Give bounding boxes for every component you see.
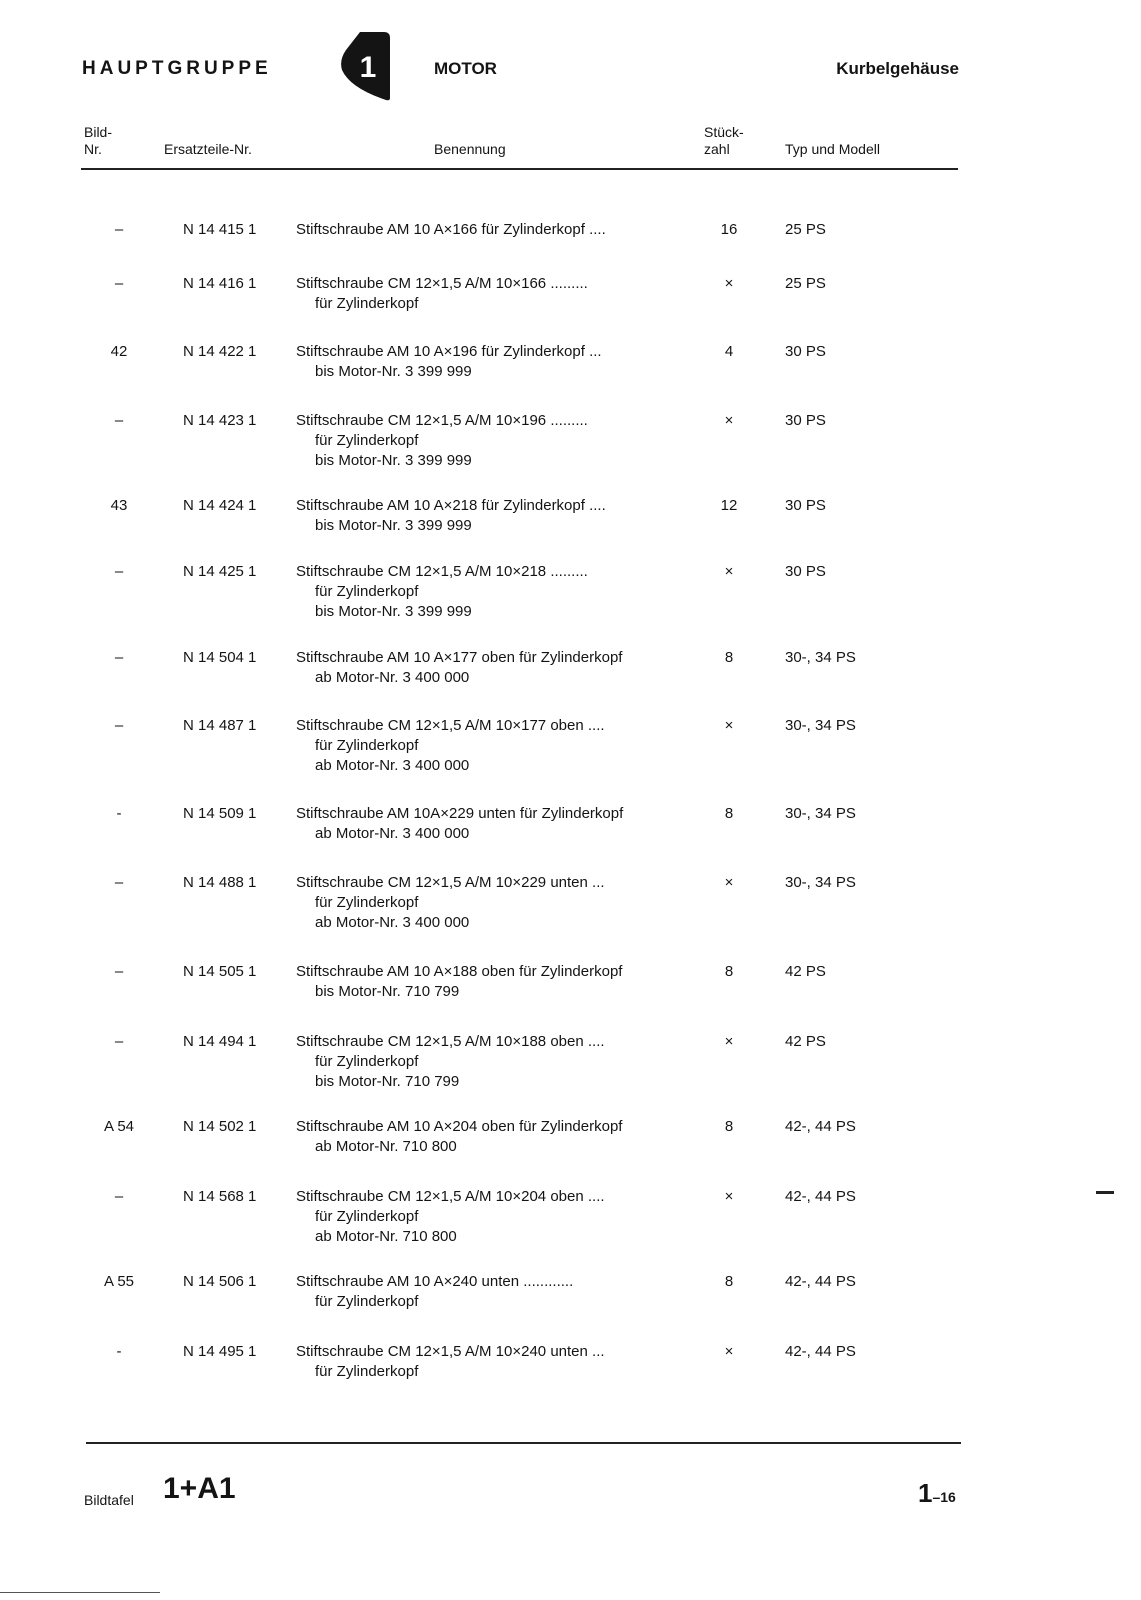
group-number-badge	[340, 30, 392, 102]
description-cell	[296, 962, 696, 1002]
description-text: Stiftschraube AM 10 A×166 für Zylinderkopf ....	[296, 221, 606, 238]
description-subline: bis Motor-Nr. 3 399 999	[315, 517, 472, 534]
description-text: Stiftschraube AM 10 A×177 oben für Zylinderkopf	[296, 649, 623, 666]
quantity-cell: 16	[720, 221, 738, 238]
bild-nr-cell: 43	[110, 497, 128, 514]
bild-nr-cell: 42	[110, 343, 128, 360]
quantity-cell: 8	[724, 805, 734, 822]
part-number-cell: N 14 487 1	[183, 717, 257, 734]
header-rule	[81, 168, 958, 170]
part-number-cell: N 14 416 1	[183, 275, 257, 292]
bild-nr-cell: –	[114, 275, 124, 292]
part-number-cell: N 14 568 1	[183, 1188, 257, 1205]
group-name: MOTOR	[434, 59, 497, 78]
quantity-cell: 8	[724, 649, 734, 666]
description-subline: für Zylinderkopf	[315, 583, 419, 600]
type-model-cell: 42-, 44 PS	[785, 1118, 856, 1135]
description-cell	[296, 1187, 696, 1247]
quantity-cell: ×	[724, 1033, 734, 1050]
part-number-cell: N 14 506 1	[183, 1273, 257, 1290]
col-header-stueckzahl: Stück- zahl	[704, 124, 744, 157]
part-number-cell: N 14 422 1	[183, 343, 257, 360]
quantity-cell: ×	[724, 412, 734, 429]
group-label: HAUPTGRUPPE	[82, 58, 272, 79]
type-model-cell: 30 PS	[785, 343, 826, 360]
bild-nr-cell: –	[114, 563, 124, 580]
quantity-cell: 8	[724, 1118, 734, 1135]
description-cell	[296, 873, 696, 933]
bild-nr-cell: A 55	[103, 1273, 135, 1290]
description-cell	[296, 648, 696, 688]
part-number-cell: N 14 424 1	[183, 497, 257, 514]
description-subline: ab Motor-Nr. 710 800	[315, 1138, 457, 1155]
type-model-cell: 42-, 44 PS	[785, 1188, 856, 1205]
description-text: Stiftschraube AM 10 A×218 für Zylinderkopf ....	[296, 497, 606, 514]
part-number-cell: N 14 423 1	[183, 412, 257, 429]
bild-nr-cell: –	[114, 412, 124, 429]
type-model-cell: 30 PS	[785, 497, 826, 514]
description-subline: bis Motor-Nr. 3 399 999	[315, 363, 472, 380]
quantity-cell: 12	[720, 497, 738, 514]
description-text: Stiftschraube AM 10A×229 unten für Zylinderkopf	[296, 805, 624, 822]
description-subline: für Zylinderkopf	[315, 1208, 419, 1225]
description-text: Stiftschraube CM 12×1,5 A/M 10×204 oben ....	[296, 1188, 605, 1205]
type-model-cell: 42-, 44 PS	[785, 1273, 856, 1290]
type-model-cell: 30 PS	[785, 412, 826, 429]
description-cell	[296, 496, 696, 536]
footer-rule	[86, 1442, 961, 1444]
part-number-cell: N 14 502 1	[183, 1118, 257, 1135]
quantity-cell: 8	[724, 1273, 734, 1290]
col-header-benennung: Benennung	[434, 141, 506, 157]
quantity-cell: 8	[724, 963, 734, 980]
description-subline: für Zylinderkopf	[315, 894, 419, 911]
description-subline: für Zylinderkopf	[315, 1293, 419, 1310]
quantity-cell: ×	[724, 1343, 734, 1360]
description-subline: ab Motor-Nr. 3 400 000	[315, 757, 470, 774]
bild-nr-cell: -	[116, 805, 122, 822]
part-number-cell: N 14 505 1	[183, 963, 257, 980]
description-cell	[296, 220, 696, 240]
group-number: 1	[359, 51, 377, 84]
type-model-cell: 30-, 34 PS	[785, 805, 856, 822]
description-text: Stiftschraube AM 10 A×196 für Zylinderkopf ...	[296, 343, 602, 360]
bild-nr-cell: –	[114, 221, 124, 238]
description-cell	[296, 411, 696, 471]
description-cell	[296, 804, 696, 844]
bild-nr-cell: -	[116, 1343, 122, 1360]
type-model-cell: 42 PS	[785, 1033, 826, 1050]
margin-mark	[1096, 1191, 1114, 1194]
description-subline: ab Motor-Nr. 3 400 000	[315, 914, 470, 931]
description-text: Stiftschraube CM 12×1,5 A/M 10×188 oben ....	[296, 1033, 605, 1050]
type-model-cell: 30-, 34 PS	[785, 717, 856, 734]
bild-nr-cell: –	[114, 649, 124, 666]
part-number-cell: N 14 415 1	[183, 221, 257, 238]
type-model-cell: 30-, 34 PS	[785, 649, 856, 666]
description-text: Stiftschraube AM 10 A×188 oben für Zylinderkopf	[296, 963, 623, 980]
description-cell	[296, 1342, 696, 1382]
description-cell	[296, 1117, 696, 1157]
bild-nr-cell: –	[114, 1188, 124, 1205]
col-header-bild-nr: Bild- Nr.	[84, 124, 113, 157]
page-number	[918, 1478, 956, 1509]
description-cell	[296, 562, 696, 622]
description-text: Stiftschraube AM 10 A×240 unten ............	[296, 1273, 574, 1290]
group-badge-shape	[340, 30, 392, 102]
description-cell	[296, 1032, 696, 1092]
part-number-cell: N 14 488 1	[183, 874, 257, 891]
page-number-sub: –16	[932, 1489, 956, 1505]
bild-nr-cell: –	[114, 717, 124, 734]
description-subline: ab Motor-Nr. 3 400 000	[315, 825, 470, 842]
type-model-cell: 42-, 44 PS	[785, 1343, 856, 1360]
quantity-cell: ×	[724, 874, 734, 891]
type-model-cell: 30-, 34 PS	[785, 874, 856, 891]
bild-nr-cell: A 54	[103, 1118, 135, 1135]
quantity-cell: ×	[724, 563, 734, 580]
type-model-cell: 25 PS	[785, 275, 826, 292]
description-text: Stiftschraube CM 12×1,5 A/M 10×166 .........	[296, 275, 588, 292]
quantity-cell: ×	[724, 717, 734, 734]
description-subline: für Zylinderkopf	[315, 295, 419, 312]
type-model-cell: 30 PS	[785, 563, 826, 580]
description-subline: für Zylinderkopf	[315, 432, 419, 449]
description-text: Stiftschraube AM 10 A×204 oben für Zylinderkopf	[296, 1118, 623, 1135]
bottom-edge-line	[0, 1592, 160, 1593]
quantity-cell: ×	[724, 1188, 734, 1205]
description-subline: bis Motor-Nr. 3 399 999	[315, 603, 472, 620]
col-header-typ-modell: Typ und Modell	[785, 141, 880, 157]
description-text: Stiftschraube CM 12×1,5 A/M 10×196 .........	[296, 412, 588, 429]
bild-nr-cell: –	[114, 963, 124, 980]
part-number-cell: N 14 509 1	[183, 805, 257, 822]
description-subline: für Zylinderkopf	[315, 1363, 419, 1380]
part-number-cell: N 14 495 1	[183, 1343, 257, 1360]
bild-nr-cell: –	[114, 874, 124, 891]
col-header-ersatzteile-nr: Ersatzteile-Nr.	[164, 141, 252, 157]
description-subline: bis Motor-Nr. 710 799	[315, 1073, 460, 1090]
description-text: Stiftschraube CM 12×1,5 A/M 10×240 unten ...	[296, 1343, 605, 1360]
type-model-cell: 25 PS	[785, 221, 826, 238]
description-cell	[296, 274, 696, 314]
description-subline: bis Motor-Nr. 710 799	[315, 983, 460, 1000]
description-subline: ab Motor-Nr. 710 800	[315, 1228, 457, 1245]
description-cell	[296, 342, 696, 382]
description-text: Stiftschraube CM 12×1,5 A/M 10×229 unten ...	[296, 874, 605, 891]
description-text: Stiftschraube CM 12×1,5 A/M 10×218 .........	[296, 563, 588, 580]
quantity-cell: 4	[724, 343, 734, 360]
page-number-main: 1	[918, 1478, 933, 1508]
description-text: Stiftschraube CM 12×1,5 A/M 10×177 oben ....	[296, 717, 605, 734]
description-cell	[296, 1272, 696, 1312]
bild-nr-cell: –	[114, 1033, 124, 1050]
quantity-cell: ×	[724, 275, 734, 292]
description-subline: ab Motor-Nr. 3 400 000	[315, 669, 470, 686]
type-model-cell: 42 PS	[785, 963, 826, 980]
section-title: Kurbelgehäuse	[836, 59, 959, 78]
footer-plate-label: Bildtafel	[84, 1492, 134, 1508]
description-subline: für Zylinderkopf	[315, 737, 419, 754]
description-subline: bis Motor-Nr. 3 399 999	[315, 452, 472, 469]
part-number-cell: N 14 504 1	[183, 649, 257, 666]
part-number-cell: N 14 494 1	[183, 1033, 257, 1050]
part-number-cell: N 14 425 1	[183, 563, 257, 580]
footer-plate-number: 1+A1	[163, 1472, 236, 1505]
description-cell	[296, 716, 696, 776]
description-subline: für Zylinderkopf	[315, 1053, 419, 1070]
